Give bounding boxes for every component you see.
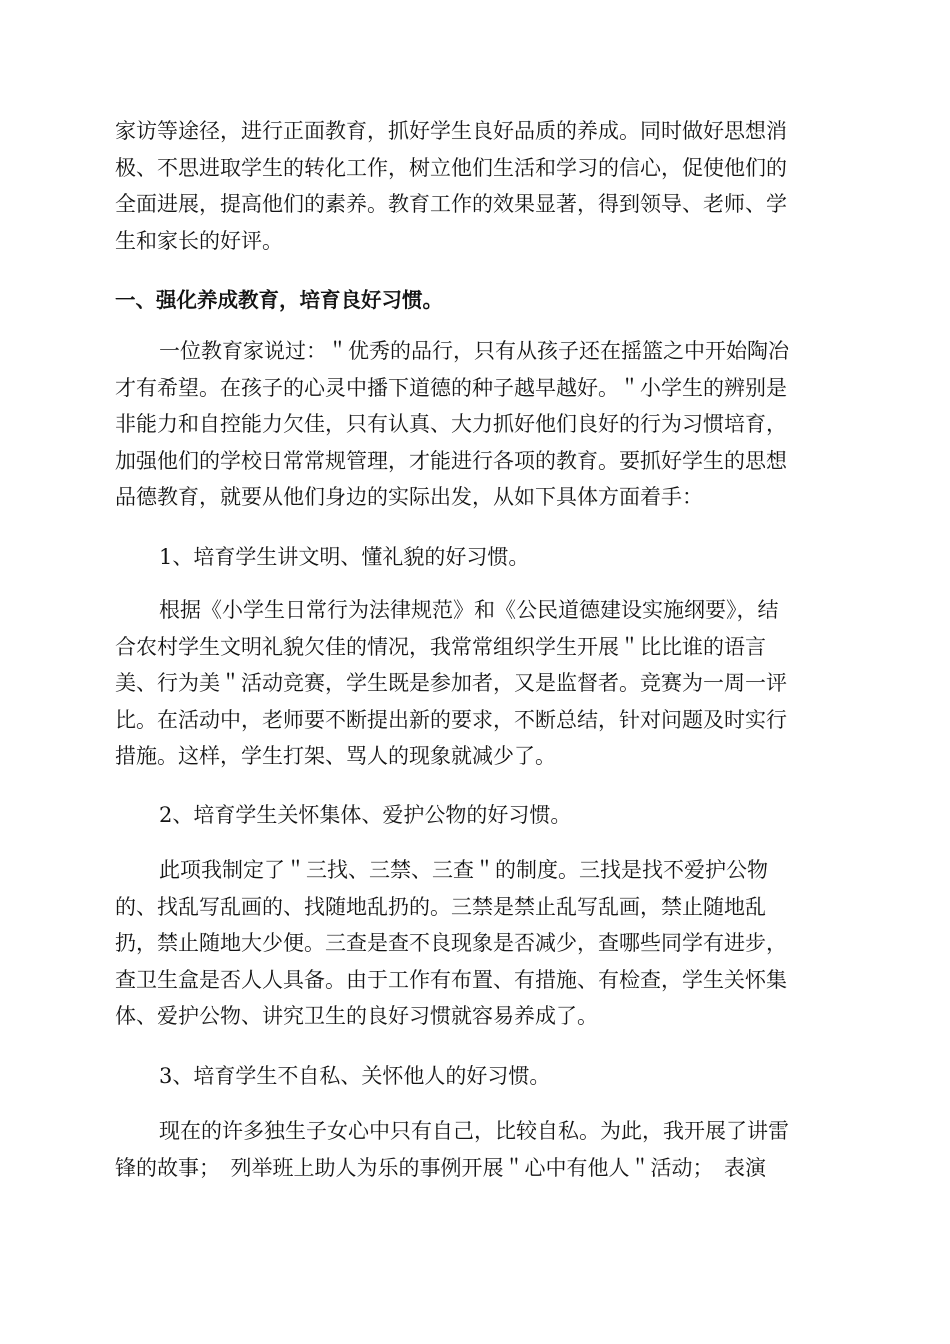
text-line: 的、找乱写乱画的、找随地乱扔的。三禁是禁止乱写乱画，禁止随地乱 xyxy=(115,894,766,919)
list-item-heading xyxy=(115,539,835,576)
text-line: 全面进展，提高他们的素养。教育工作的效果显著，得到领导、老师、学 xyxy=(115,192,787,217)
intro-paragraph xyxy=(115,113,835,259)
text-line: 比。在活动中，老师要不断提出新的要求，不断总结，针对问题及时实行 xyxy=(115,707,787,732)
text-line: 合农村学生文明礼貌欠佳的情况，我常常组织学生开展＂比比谁的语言 xyxy=(115,634,766,659)
section-heading xyxy=(115,282,835,319)
text-line: 品德教育，就要从他们身边的实际出发，从如下具体方面着手： xyxy=(115,485,703,510)
text-line: 生和家长的好评。 xyxy=(115,228,283,253)
text-line: 现在的许多独生子女心中只有自己，比较自私。为此，我开展了讲雷 xyxy=(159,1119,789,1143)
text-line: 一、强化养成教育，培育良好习惯。 xyxy=(115,288,443,312)
text-line: 根据《小学生日常行为法律规范》和《公民道德建设实施纲要》，结 xyxy=(159,598,779,622)
item-1-paragraph xyxy=(115,592,835,775)
quote-paragraph xyxy=(115,333,835,516)
text-line: 措施。这样，学生打架、骂人的现象就减少了。 xyxy=(115,744,556,769)
text-line: 查卫生盒是否人人具备。由于工作有布置、有措施、有检查，学生关怀集 xyxy=(115,967,787,992)
text-line: 才有希望。在孩子的心灵中播下道德的种子越早越好。＂小学生的辨别是 xyxy=(115,375,787,400)
list-item-heading xyxy=(115,797,835,834)
text-line: 极、不思进取学生的转化工作，树立他们生活和学习的信心，促使他们的 xyxy=(115,155,787,180)
text-line: 2、培育学生关怀集体、爱护公物的好习惯。 xyxy=(159,803,572,827)
list-item-heading xyxy=(115,1058,835,1095)
text-line: 家访等途径，进行正面教育，抓好学生良好品质的养成。同时做好思想消 xyxy=(115,119,787,143)
item-3-paragraph xyxy=(115,1113,835,1186)
text-line: 锋的故事； 列举班上助人为乐的事例开展＂心中有他人＂活动； 表演 xyxy=(115,1155,766,1180)
item-2-paragraph xyxy=(115,852,835,1035)
text-line: 此项我制定了＂三找、三禁、三查＂的制度。三找是找不爱护公物 xyxy=(159,858,768,882)
text-line: 3、培育学生不自私、关怀他人的好习惯。 xyxy=(159,1064,551,1088)
text-line: 1、培育学生讲文明、懂礼貌的好习惯。 xyxy=(159,545,530,569)
text-line: 非能力和自控能力欠佳，只有认真、大力抓好他们良好的行为习惯培育， xyxy=(115,412,787,437)
text-line: 体、爱护公物、讲究卫生的良好习惯就容易养成了。 xyxy=(115,1004,598,1029)
text-line: 加强他们的学校日常常规管理，才能进行各项的教育。要抓好学生的思想 xyxy=(115,448,787,473)
text-line: 一位教育家说过：＂优秀的品行，只有从孩子还在摇篮之中开始陶冶 xyxy=(159,339,789,363)
text-line: 美、行为美＂活动竞赛，学生既是参加者，又是监督者。竞赛为一周一评 xyxy=(115,671,787,696)
text-line: 扔，禁止随地大少便。三查是查不良现象是否减少，查哪些同学有进步， xyxy=(115,931,787,956)
